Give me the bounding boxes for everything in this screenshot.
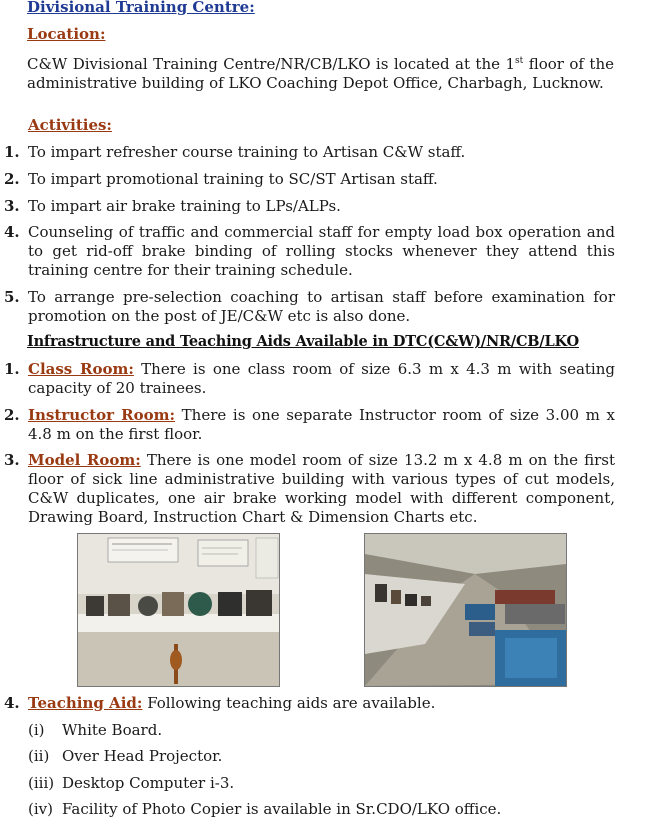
term-description: There is one class room of size 6.3 m x 4.3 m with seating capacity of 20 trainees.	[28, 360, 615, 397]
term-label: Model Room:	[28, 451, 141, 469]
list-number: 2.	[4, 170, 20, 188]
location-text-end: floor of the administrative building of LKO Coaching Depot Office, Charbagh, Lucknow.	[27, 55, 614, 92]
list-number: 5.	[4, 288, 20, 306]
list-text: To arrange pre-selection coaching to artisan staff before examination for promotion on the post of JE/C&W etc is also done.	[28, 288, 615, 325]
term-label: Instructor Room:	[28, 406, 176, 424]
list-number: 4.	[4, 694, 20, 712]
teaching-aid-text: White Board.	[62, 721, 163, 739]
teaching-aid-text: Over Head Projector.	[62, 747, 223, 765]
list-number: 2.	[4, 406, 20, 424]
teaching-aid-item	[28, 721, 162, 740]
teaching-aid-text: Desktop Computer i-3.	[62, 774, 235, 792]
model-room-photo-left	[77, 533, 280, 687]
list-number: 1.	[4, 143, 20, 161]
term-description: Following teaching aids are available.	[142, 694, 436, 712]
term-label: Class Room:	[28, 360, 134, 378]
term-label: Teaching Aid:	[28, 694, 143, 712]
list-text: To impart refresher course training to Artisan C&W staff.	[28, 143, 466, 161]
list-number: 1.	[4, 360, 20, 378]
model-room-photo-right	[364, 533, 567, 687]
list-text	[28, 694, 615, 713]
list-number: 3.	[4, 197, 20, 215]
infrastructure-heading: Infrastructure and Teaching Aids Available in DTC(C&W)/NR/CB/LKO	[27, 333, 579, 350]
activities-heading: Activities:	[28, 116, 112, 134]
page-title: Divisional Training Centre:	[27, 0, 255, 16]
roman-numeral: (ii)	[28, 747, 50, 765]
list-text	[28, 406, 615, 444]
list-text: Counseling of traffic and commercial staff for empty load box operation and to get rid-off brake binding of rolling stocks whenever they attend this training centre for their training schedule.	[28, 223, 615, 279]
list-text	[28, 360, 615, 398]
list-number: 3.	[4, 451, 20, 469]
location-paragraph	[27, 52, 614, 93]
term-description: There is one model room of size 13.2 m x 4.8 m on the first floor of sick line administrative building with various types of cut models, C&W duplicates, one air brake working model with different component, Drawing Board, Instruction Chart & Dimension Charts etc.	[28, 451, 615, 526]
list-text	[28, 451, 615, 527]
location-heading: Location:	[27, 25, 106, 43]
teaching-aid-item	[28, 774, 234, 793]
list-text: To impart air brake training to LPs/ALPs.	[28, 197, 341, 215]
roman-numeral: (iii)	[28, 774, 55, 792]
term-description: There is one separate Instructor room of size 3.00 m x 4.8 m on the first floor.	[28, 406, 615, 443]
location-text-start: C&W Divisional Training Centre/NR/CB/LKO is located at the 1	[27, 55, 515, 73]
teaching-aid-text: Facility of Photo Copier is available in Sr.CDO/LKO office.	[62, 800, 502, 818]
list-text: To impart promotional training to SC/ST Artisan staff.	[28, 170, 438, 188]
roman-numeral: (iv)	[28, 800, 53, 818]
roman-numeral: (i)	[28, 721, 45, 739]
teaching-aid-item	[28, 800, 501, 819]
list-number: 4.	[4, 223, 20, 241]
location-text-sup: st	[515, 56, 524, 66]
teaching-aid-item	[28, 747, 222, 766]
